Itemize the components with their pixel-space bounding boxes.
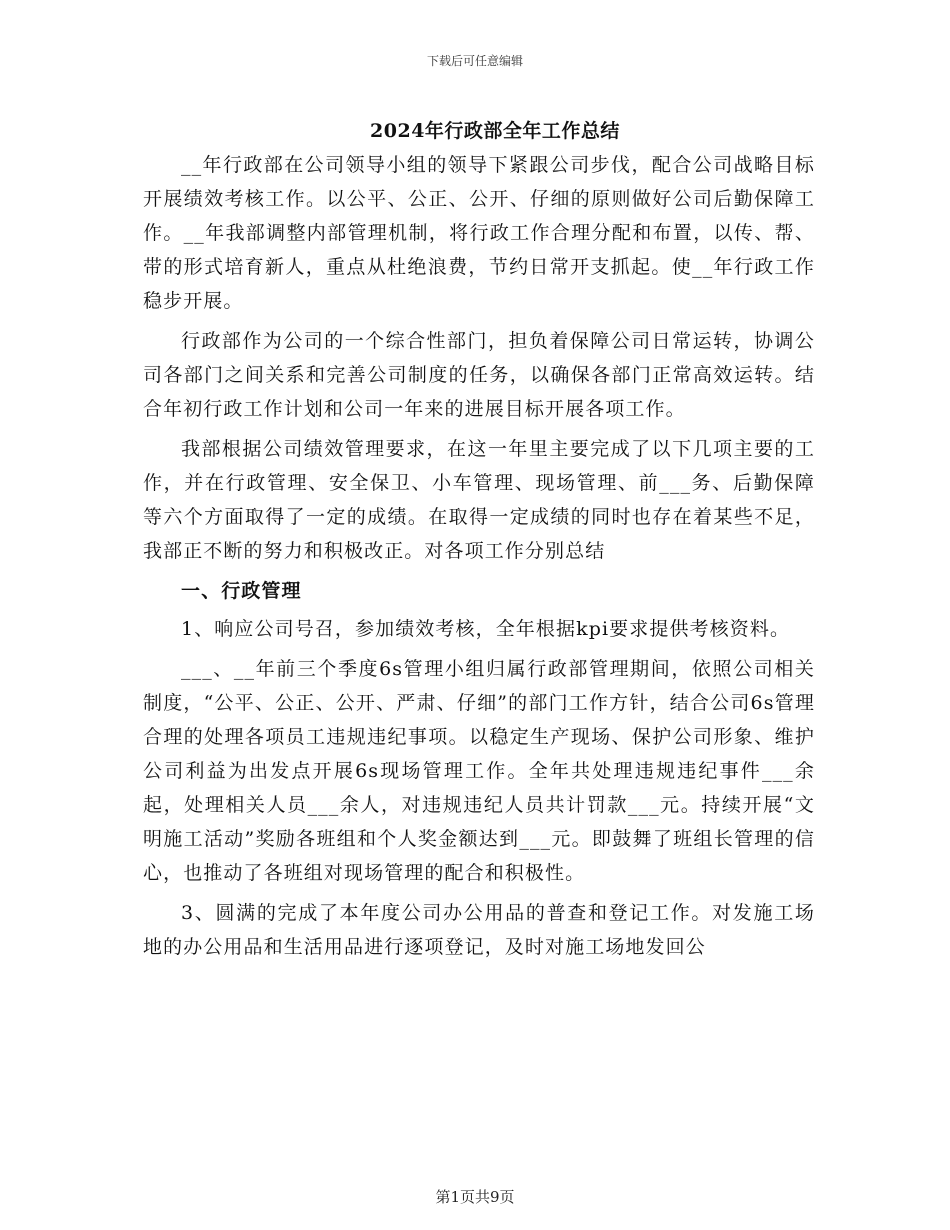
paragraph-item-2: ___、__年前三个季度6s管理小组归属行政部管理期间，依照公司相关制度，“公平、公正、公开、严肃、仔细”的部门工作方针，结合公司6s管理合理的处理各项员工违规违纪事项。以稳定生产现场、保护公司形象、维护公司利益为出发点开展6s现场管理工作。全年共处理违规违纪事件___余起，处理相关人员___余人，对违规违纪人员共计罚款___元。持续开展“文明施工活动”奖励各班组和个人奖金额达到___元。即鼓舞了班组长管理的信心，也推动了各班组对现场管理的配合和积极性。	[143, 658, 815, 884]
paragraph-summary: 我部根据公司绩效管理要求，在这一年里主要完成了以下几项主要的工作，并在行政管理、安全保卫、小车管理、现场管理、前___务、后勤保障等六个方面取得了一定的成绩。在取得一定成绩的同时也存在着某些不足，我部正不断的努力和积极改正。对各项工作分别总结	[143, 438, 815, 562]
section-heading-admin: 一、行政管理	[181, 580, 302, 602]
paragraph-item-3: 3、圆满的完成了本年度公司办公用品的普查和登记工作。对发施工场地的办公用品和生活用品进行逐项登记，及时对施工场地发回公	[143, 902, 815, 958]
document-title: 2024年行政部全年工作总结	[370, 120, 620, 142]
paragraph-item-1: 1、响应公司号召，参加绩效考核，全年根据kpi要求提供考核资料。	[181, 618, 791, 640]
document-body	[143, 148, 815, 970]
page-number: 第1页共9页	[435, 1188, 515, 1206]
paragraph-role: 行政部作为公司的一个综合性部门，担负着保障公司日常运转，协调公司各部门之间关系和完善公司制度的任务，以确保各部门正常高效运转。结合年初行政工作计划和公司一年来的进展目标开展各项工作。	[143, 330, 815, 420]
header-note: 下载后可任意编辑	[426, 54, 523, 68]
paragraph-intro: __年行政部在公司领导小组的领导下紧跟公司步伐，配合公司战略目标开展绩效考核工作。以公平、公正、公开、仔细的原则做好公司后勤保障工作。__年我部调整内部管理机制，将行政工作合理分配和布置，以传、帮、带的形式培育新人，重点从杜绝浪费，节约日常开支抓起。使__年行政工作稳步开展。	[143, 154, 815, 312]
